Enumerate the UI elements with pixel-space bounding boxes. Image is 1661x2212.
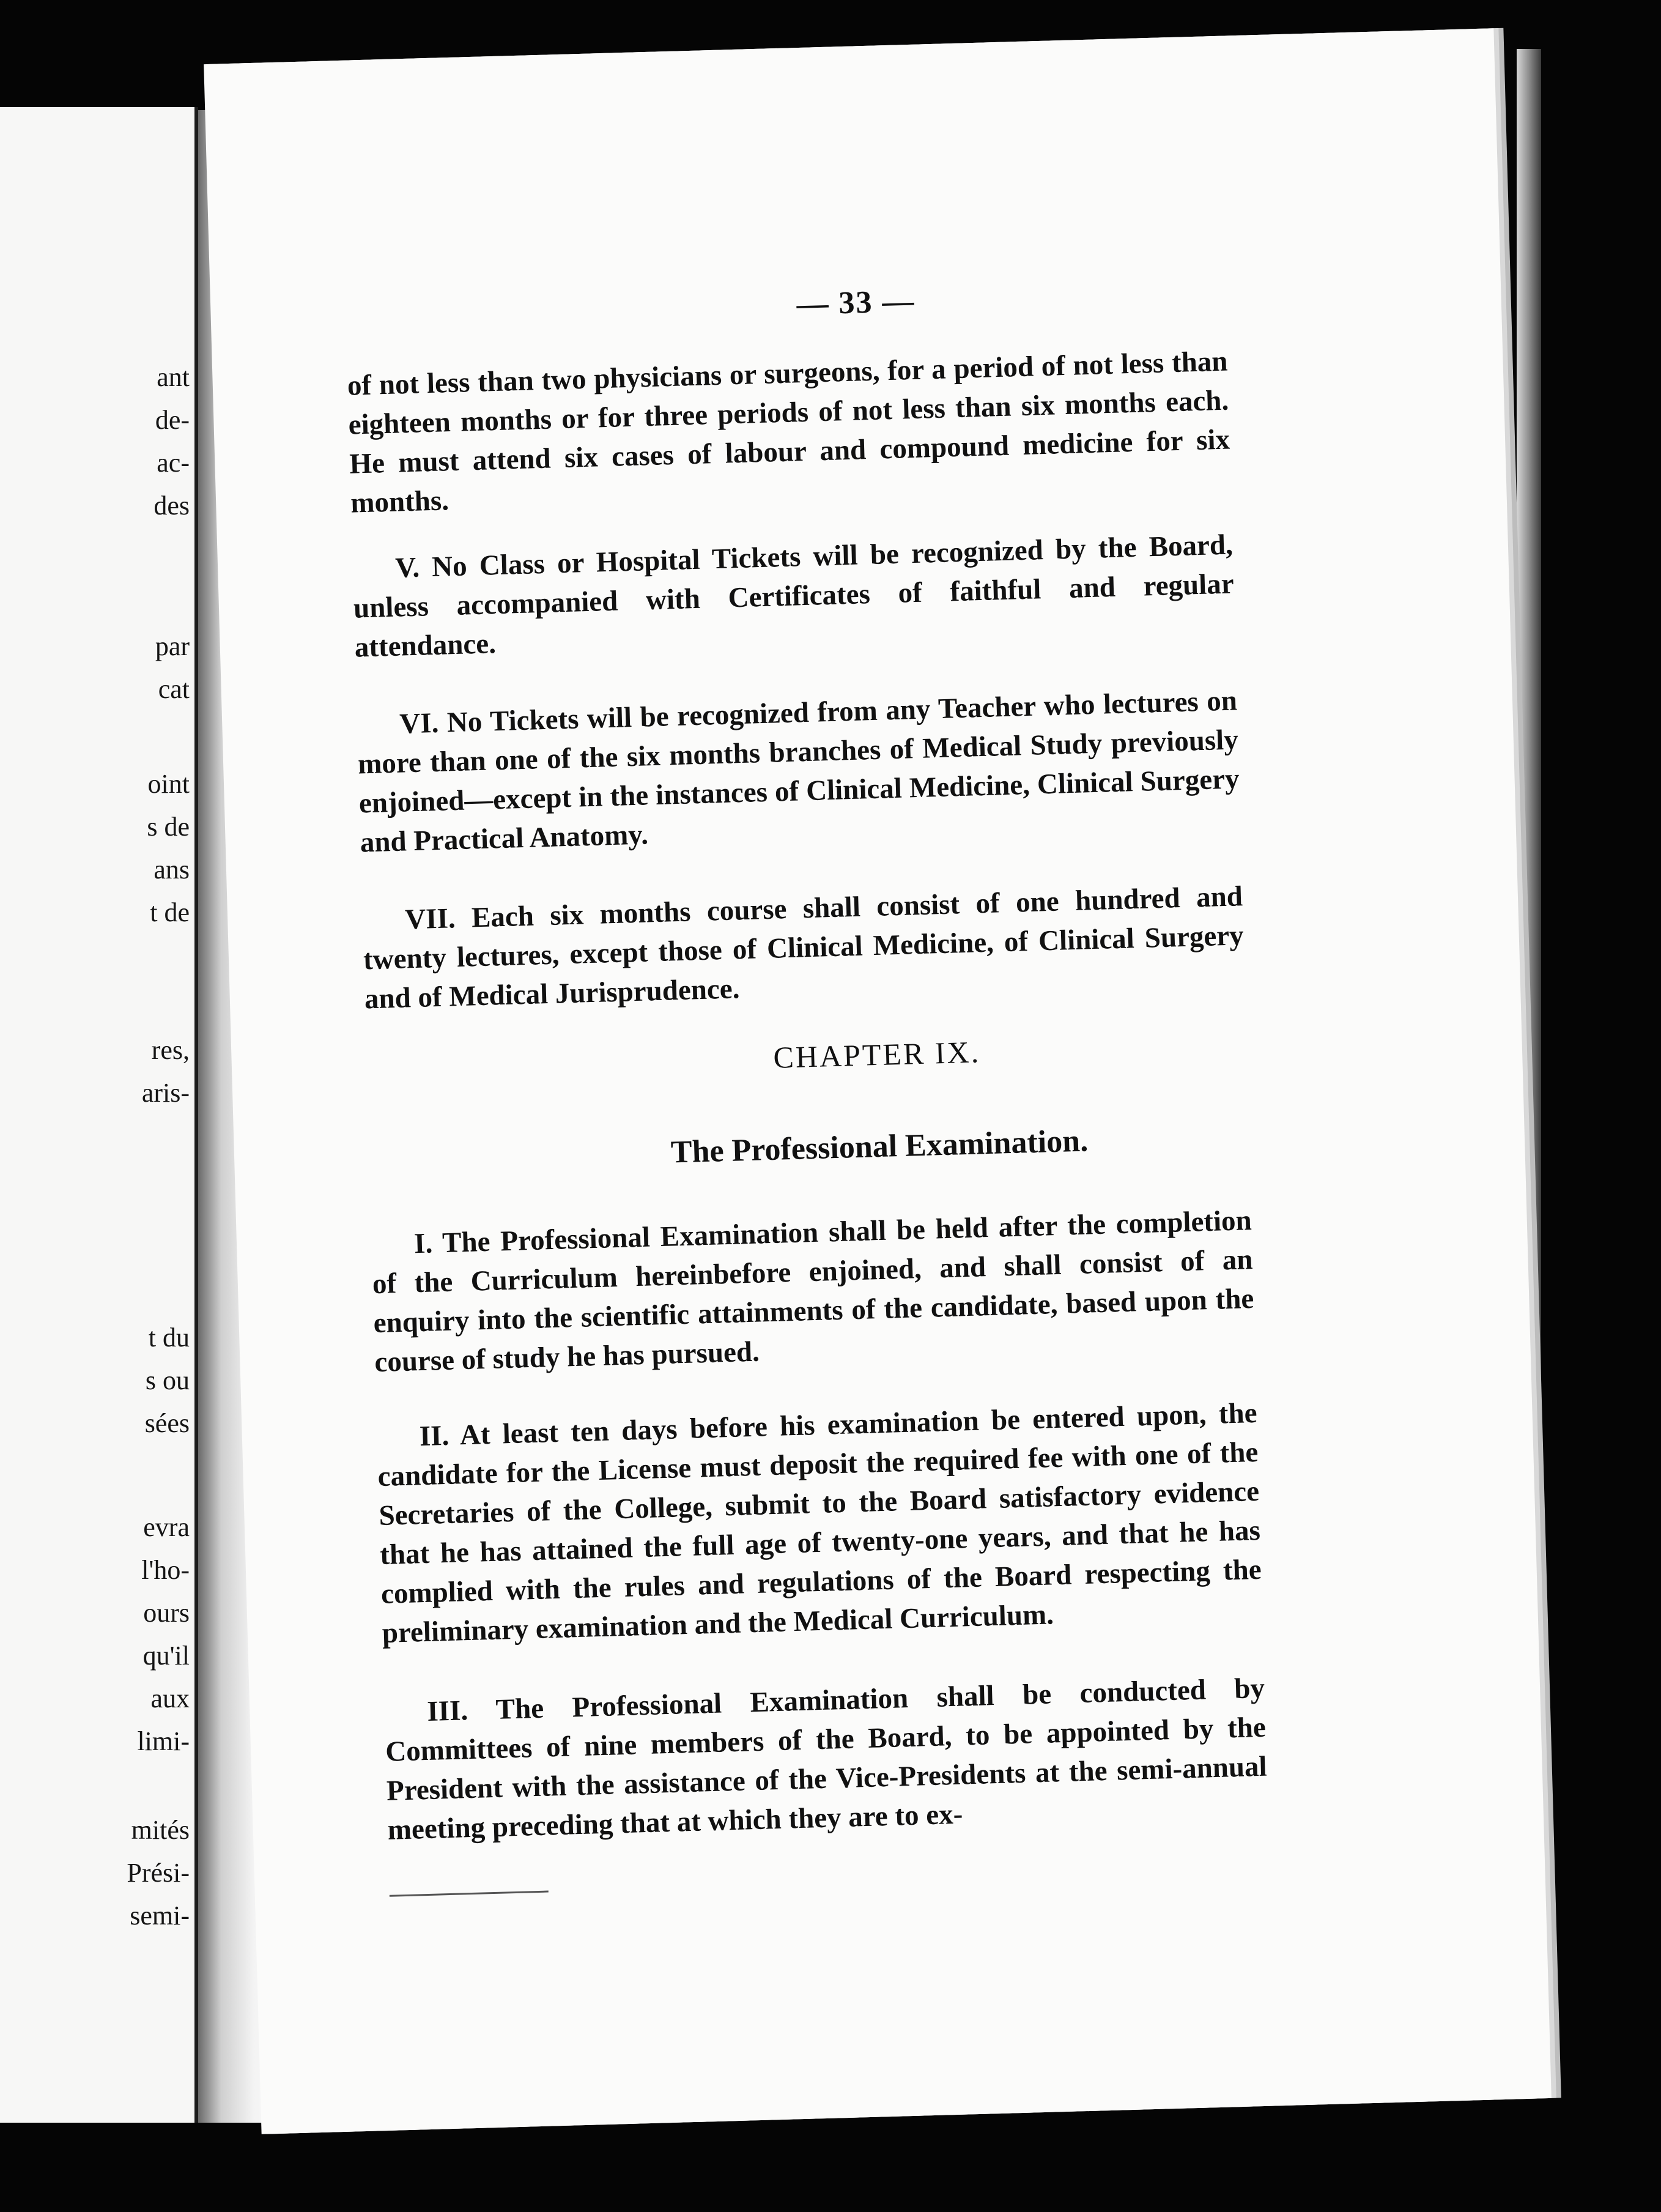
paragraph-text: of not less than two physicians or surgeons, for a period of not less than eighteen months or for three periods of not less than six months each. He must attend six cases of labour and compound medicine for six months. (347, 345, 1230, 519)
paragraph-iii (384, 1669, 1269, 1850)
paragraph-text: I. The Professional Examination shall be held after the completion of the Curriculum hereinbefore enjoined, and shall consist of an enquiry into the scientific attainments of the candidate, based upon the course of study he has pursued. (372, 1204, 1254, 1379)
paragraph-v (352, 525, 1235, 667)
paragraph-text: II. At least ten days before his examination be entered upon, the candidate for the License must deposit the required fee with one of the Secretaries of the College, submit to the Board satisfactory evidence that he has attained the full age of twenty-one years, and that he has complied with the rules and regulations of the Board respecting the preliminary examination and the Medical Curriculum. (377, 1397, 1262, 1649)
paragraph-text: III. The Professional Examination shall be conducted by Committees of nine members of the Board, to be appointed by the President with the assistance of the Vice-Presidents at the semi-annual meeting preceding that at which they are to ex- (385, 1672, 1268, 1846)
paragraph-text: VII. Each six months course shall consist of one hundred and twenty lectures, except those of Clinical Medicine, of Clinical Surgery and of Medical Jurisprudence. (363, 880, 1245, 1015)
paragraph-ii (376, 1394, 1263, 1653)
facing-page-text: res, (151, 1035, 190, 1065)
facing-page-text: limi- (137, 1726, 190, 1756)
facing-page-text: s de (147, 812, 190, 842)
facing-page-text: cat (158, 674, 190, 704)
facing-page-text: oint (147, 769, 190, 799)
facing-page-text: aris- (141, 1078, 190, 1108)
facing-page-text: mités (131, 1815, 190, 1845)
facing-page-text: t du (148, 1323, 190, 1353)
paragraph-continuation (347, 342, 1232, 523)
facing-page-text: evra (143, 1512, 190, 1542)
paragraph-i (371, 1201, 1256, 1382)
facing-page-text: ant (157, 362, 190, 392)
paragraph-text: V. No Class or Hospital Tickets will be recognized by the Board, unless accompanied with Certificates of faithful and regular attendance. (353, 529, 1235, 664)
facing-page-text: des (154, 491, 190, 521)
facing-page-text: aux (150, 1683, 190, 1713)
page-number: — 33 — (796, 283, 916, 322)
facing-page-text: ac- (157, 448, 190, 478)
chapter-heading: CHAPTER IX. (772, 1034, 981, 1075)
facing-page-text: s ou (145, 1365, 190, 1395)
paragraph-vii (361, 877, 1245, 1019)
facing-page-text: par (155, 631, 190, 661)
facing-page-text: semi- (130, 1901, 190, 1931)
facing-page-text: ours (143, 1598, 190, 1628)
facing-page-text: sées (144, 1408, 190, 1438)
facing-page-text: l'ho- (141, 1555, 190, 1585)
book-page (204, 28, 1552, 2134)
facing-page-text: t de (150, 897, 190, 927)
section-title: The Professional Examination. (670, 1123, 1089, 1170)
paragraph-vi (357, 681, 1241, 862)
facing-page-text: Prési- (127, 1858, 190, 1888)
facing-page-text: qu'il (142, 1641, 190, 1671)
facing-page-text: ans (154, 855, 190, 885)
facing-page-text: de- (155, 405, 190, 435)
facing-page (0, 107, 198, 2123)
footnote-rule (390, 1891, 549, 1897)
paragraph-text: VI. No Tickets will be recognized from any Teacher who lectures on more than one of the six months branches of Medical Study previously enjoined—except in the instances of Clinical Medicine, Clinical Surgery and Practical Anatomy. (357, 685, 1240, 859)
